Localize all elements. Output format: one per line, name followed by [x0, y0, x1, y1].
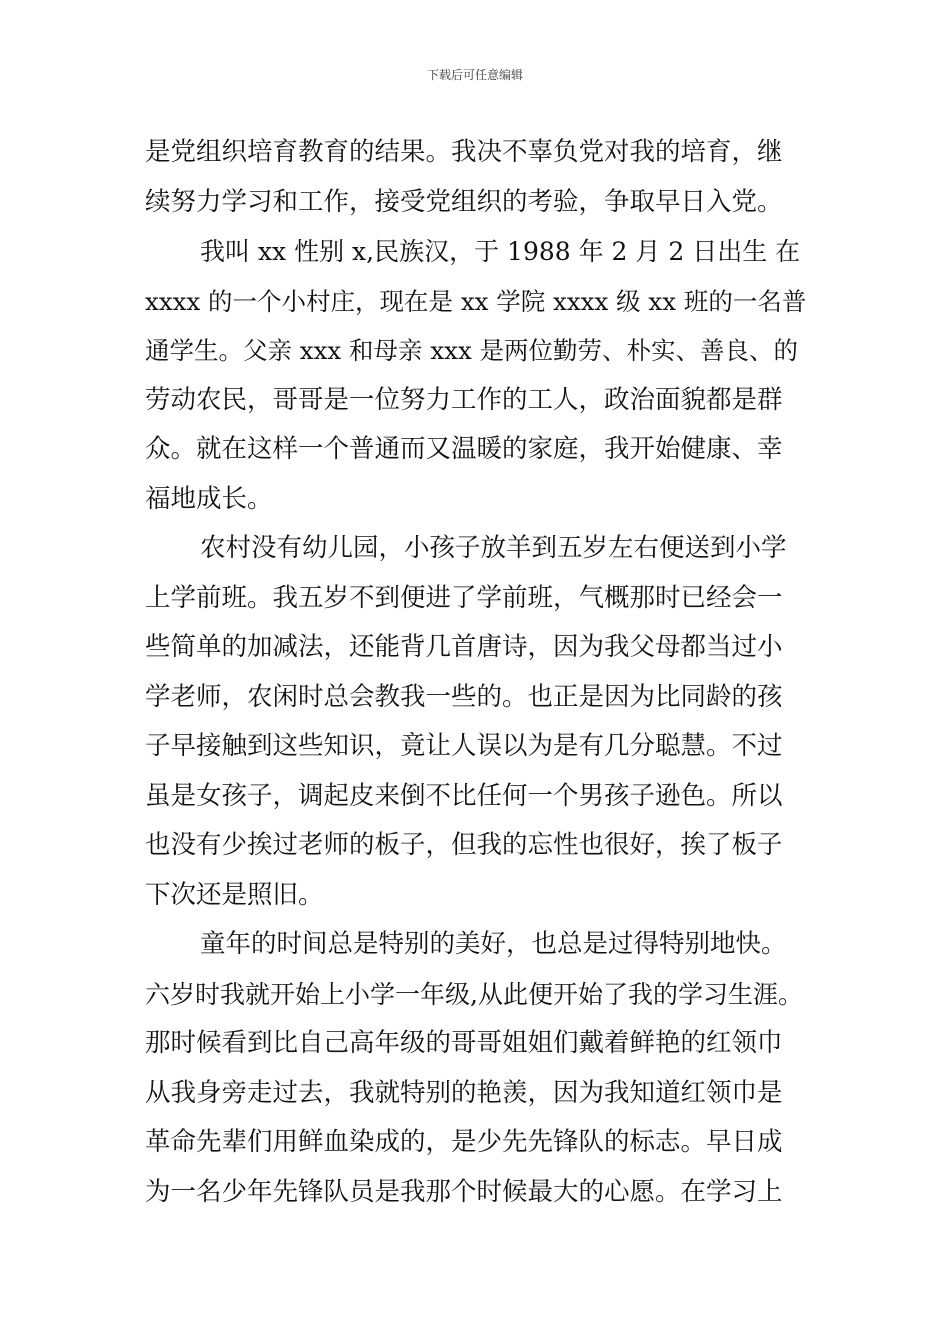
text-line: 为一名少年先锋队员是我那个时候最大的心愿。在学习上 — [145, 1176, 783, 1207]
document-body — [145, 128, 810, 1217]
text-line: 是党组织培育教育的结果。我决不辜负党对我的培育，继 — [145, 137, 783, 167]
text-line: 福地成长。 — [145, 483, 273, 514]
text-line: 那时候看到比自己高年级的哥哥姐姐们戴着鲜艳的红领巾 — [145, 1028, 783, 1058]
text-line: 从我身旁走过去，我就特别的艳羡，因为我知道红领巾是 — [145, 1077, 783, 1108]
text-line: 我叫 xx 性别 x,民族汉，于 1988 年 2 月 2 日出生 在 — [200, 237, 801, 266]
text-line: 续努力学习和工作，接受党组织的考验，争取早日入党。 — [145, 186, 783, 217]
text-line: xxxx 的一个小村庄，现在是 xx 学院 xxxx 级 xx 班的一名普 — [145, 286, 807, 316]
text-line: 农村没有幼儿园，小孩子放羊到五岁左右便送到小学 — [200, 533, 787, 563]
page-header: 下载后可任意编辑 — [426, 68, 523, 82]
text-line: 众。就在这样一个普通而又温暖的家庭，我开始健康、幸 — [145, 434, 783, 464]
text-line: 革命先辈们用鲜血染成的，是少先先锋队的标志。早日成 — [145, 1127, 783, 1157]
text-line: 劳动农民，哥哥是一位努力工作的工人，政治面貌都是群 — [145, 384, 783, 415]
text-line: 虽是女孩子，调起皮来倒不比任何一个男孩子逊色。所以 — [145, 780, 783, 811]
text-line: 童年的时间总是特别的美好，也总是过得特别地快。 — [200, 929, 787, 959]
text-line: 上学前班。我五岁不到便进了学前班，气概那时已经会一 — [145, 582, 783, 613]
text-line: 子早接触到这些知识，竟让人误以为是有几分聪慧。不过 — [145, 731, 783, 761]
text-line: 通学生。父亲 xxx 和母亲 xxx 是两位勤劳、朴实、善良、的 — [145, 336, 799, 365]
text-line: 学老师，农闲时总会教我一些的。也正是因为比同龄的孩 — [145, 681, 783, 712]
text-line: 下次还是照旧。 — [145, 879, 324, 910]
text-line: 也没有少挨过老师的板子，但我的忘性也很好，挨了板子 — [145, 830, 783, 860]
text-line: 些简单的加减法，还能背几首唐诗，因为我父母都当过小 — [145, 632, 783, 662]
text-line: 六岁时我就开始上小学一年级,从此便开始了我的学习生涯。 — [145, 979, 803, 1009]
